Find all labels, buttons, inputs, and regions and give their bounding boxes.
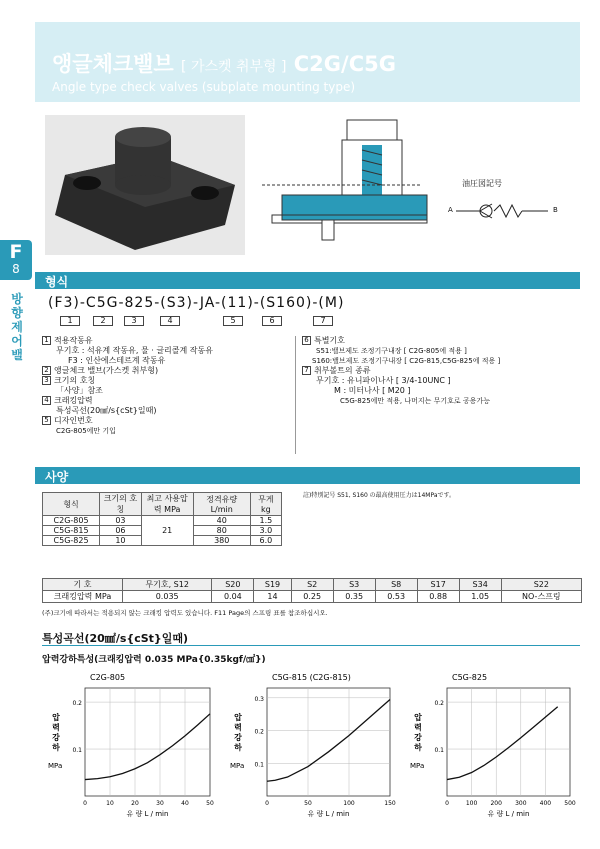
x-tick-label: 50 [304, 800, 312, 807]
spec-cell-size: 03 [100, 516, 142, 526]
section-bar-model [35, 272, 580, 289]
desc-title-6: 특별기호 [314, 336, 345, 345]
desc-line-1b: F3 : 인산에스테르계 작동유 [68, 356, 166, 365]
symbol-port-b: B [553, 206, 558, 214]
desc-line-5a: C2G-805에만 기입 [56, 427, 116, 435]
spec-note: 註)特別記号 S51, S160 の最高使用圧力は14MPaです。 [303, 492, 456, 499]
y-axis-label-char: 력 [234, 723, 242, 732]
spec-cell-model: C5G-825 [43, 536, 100, 546]
y-axis-unit: MPa [410, 762, 425, 770]
section-bar-spec [35, 467, 580, 484]
desc-title-7: 취부볼트의 종류 [314, 366, 371, 375]
description-right [302, 336, 582, 406]
desc-num-4: 4 [42, 396, 51, 405]
x-tick-label: 40 [181, 800, 189, 807]
chart-frame [447, 688, 570, 796]
curve-section-rule [42, 645, 580, 646]
y-tick-label: 0.1 [434, 747, 444, 755]
desc-line-7a: 무기호 : 유니파이나사 [ 3/4-10UNC ] [316, 376, 451, 385]
y-axis-label-char: 압 [52, 713, 60, 722]
cracking-value-cell: 0.04 [212, 591, 254, 603]
cross-section-svg [262, 115, 432, 255]
spec-header-model: 형식 [43, 493, 100, 516]
cracking-value-cell: 1.05 [459, 591, 501, 603]
desc-line-6b: S160:밸브제도 조정기구내장 [ C2G-815,C5G-825에 적용 ] [312, 357, 501, 365]
desc-num-2: 2 [42, 366, 51, 375]
model-code: (F3)-C5G-825-(S3)-JA-(11)-(S160)-(M) [48, 295, 345, 311]
table-row [43, 516, 282, 526]
cracking-header-row [43, 579, 582, 591]
cracking-header-cell: S20 [212, 579, 254, 591]
desc-title-2: 앵글체크 밸브(가스켓 취부형) [54, 366, 159, 375]
desc-line-7b: M : 미터나사 [ M20 ] [334, 386, 411, 395]
section-title-spec: 사양 [45, 470, 69, 484]
code-box-2: 2 [93, 316, 113, 326]
desc-num-1: 1 [42, 336, 51, 345]
title-sub: [ 가스켓 취부형 ] [181, 59, 287, 75]
valve-photo-drawing [45, 115, 245, 255]
cracking-value-cell: 0.35 [333, 591, 375, 603]
cracking-value-cell: 0.88 [417, 591, 459, 603]
tab-letter: F [9, 241, 23, 263]
cracking-header-cell: 무기호, S12 [123, 579, 212, 591]
y-axis-label-char: 강 [52, 733, 60, 742]
cracking-header-cell: S17 [417, 579, 459, 591]
x-tick-label: 500 [564, 800, 576, 807]
cracking-header-cell: S22 [501, 579, 581, 591]
series-line [267, 699, 390, 781]
chart-title: C5G-815 (C2G-815) [272, 673, 351, 682]
desc-line-7c: C5G-825에만 적용, 나머지는 무기호로 공용가능 [340, 397, 490, 405]
x-tick-label: 10 [106, 800, 114, 807]
cracking-value-cell: 크래킹압력 MPa [43, 591, 123, 603]
tab-number: 8 [12, 262, 20, 276]
cracking-value-cell: 0.53 [375, 591, 417, 603]
code-box-1: 1 [60, 316, 80, 326]
spec-header-pressure: 최고 사용압력 MPa [141, 493, 193, 516]
x-tick-label: 30 [156, 800, 164, 807]
description-left [42, 336, 292, 436]
desc-line-1a: 무기호 : 석유계 작동유, 물 · 글리콜계 작동유 [56, 346, 213, 355]
symbol-port-a: A [448, 206, 453, 214]
code-box-3: 3 [124, 316, 144, 326]
desc-title-4: 크래킹압력 [54, 396, 93, 405]
chapter-tab [0, 240, 32, 280]
section-title-model: 형식 [45, 275, 69, 289]
y-tick-label: 0.3 [254, 695, 264, 703]
y-axis-label-char: 하 [414, 743, 422, 752]
y-axis-label-char: 하 [234, 743, 242, 752]
y-axis-label-char: 강 [414, 733, 422, 742]
symbol-label: 油圧図記号 [462, 179, 502, 188]
x-tick-label: 20 [131, 800, 139, 807]
y-tick-label: 0.2 [434, 700, 444, 708]
pressure-drop-charts [40, 668, 580, 843]
check-valve-symbol [452, 196, 552, 226]
desc-title-3: 크기의 호칭 [54, 376, 96, 385]
spec-cell-pressure: 21 [141, 516, 193, 546]
chart-frame [267, 688, 390, 796]
series-line [447, 707, 558, 780]
cracking-header-cell: S8 [375, 579, 417, 591]
spec-cell-model: C2G-805 [43, 516, 100, 526]
chart-title: C2G-805 [90, 673, 126, 682]
x-axis-label: 유 량 L / min [487, 810, 530, 818]
desc-line-3a: 「사양」참조 [56, 386, 103, 395]
chart-frame [85, 688, 210, 796]
cracking-note: (주)크기에 따라서는 적용되지 않는 크래킹 압력도 있습니다. F11 Page의 스프링 표를 참조하십시오. [42, 609, 328, 617]
cross-section-drawing [262, 115, 432, 255]
x-tick-label: 100 [465, 800, 478, 807]
spec-table [42, 492, 282, 546]
y-axis-label-char: 력 [414, 723, 422, 732]
y-axis-unit: MPa [230, 762, 245, 770]
cracking-value-cell: 0.035 [123, 591, 212, 603]
desc-title-1: 적용작동유 [54, 336, 93, 345]
desc-title-5: 디자인번호 [54, 416, 93, 425]
spec-cell-flow: 80 [193, 526, 250, 536]
curve-section-title: 특성곡선(20㎟/s{cSt}일때) [42, 632, 189, 645]
spec-cell-weight: 6.0 [250, 536, 281, 546]
code-box-7: 7 [313, 316, 333, 326]
cracking-value-cell: 0.25 [291, 591, 333, 603]
cracking-header-cell: S2 [291, 579, 333, 591]
cracking-value-cell: 14 [254, 591, 291, 603]
x-tick-label: 0 [265, 800, 269, 807]
spec-cell-weight: 1.5 [250, 516, 281, 526]
desc-line-4a: 특성곡선(20㎟/s{cSt}일때) [56, 406, 157, 415]
x-tick-label: 0 [83, 800, 87, 807]
x-tick-label: 200 [490, 800, 502, 807]
series-line [85, 714, 210, 780]
cracking-value-cell: NO-스프링 [501, 591, 581, 603]
y-axis-label-char: 력 [52, 723, 60, 732]
y-tick-label: 0.1 [254, 761, 264, 769]
title-korean: 앵글체크밸브 [52, 52, 174, 76]
spec-cell-size: 10 [100, 536, 142, 546]
y-axis-label-char: 강 [234, 733, 242, 742]
chapter-label: 방향제어밸 [11, 292, 23, 362]
description-divider [295, 336, 296, 454]
spec-cell-model: C5G-815 [43, 526, 100, 536]
y-tick-label: 0.2 [72, 700, 82, 708]
x-tick-label: 100 [343, 800, 355, 807]
spec-header-row [43, 493, 282, 516]
check-valve-symbol-svg [452, 196, 552, 226]
spec-cell-flow: 40 [193, 516, 250, 526]
cracking-header-cell: S19 [254, 579, 291, 591]
spec-header-weight: 무게 kg [250, 493, 281, 516]
y-axis-unit: MPa [48, 762, 63, 770]
x-axis-label: 유 량 L / min [126, 810, 169, 818]
cracking-pressure-table [42, 578, 582, 603]
y-tick-label: 0.2 [254, 728, 264, 736]
chart-title: C5G-825 [452, 673, 488, 682]
page-title [52, 48, 396, 78]
desc-num-5: 5 [42, 416, 51, 425]
y-axis-label-char: 하 [52, 743, 60, 752]
cracking-header-cell: 기 호 [43, 579, 123, 591]
curve-caption: 압력강하특성(크래킹압력 0.035 MPa{0.35kgf/㎠}) [42, 655, 266, 665]
title-model: C2G/C5G [293, 52, 396, 76]
spec-header-flow: 정격유량 L/min [193, 493, 250, 516]
y-axis-label-char: 압 [414, 713, 422, 722]
desc-num-7: 7 [302, 366, 311, 375]
product-photo [45, 115, 245, 255]
x-axis-label: 유 량 L / min [307, 810, 350, 818]
desc-num-6: 6 [302, 336, 311, 345]
x-tick-label: 300 [515, 800, 527, 807]
x-tick-label: 150 [384, 800, 396, 807]
cracking-header-cell: S34 [459, 579, 501, 591]
desc-num-3: 3 [42, 376, 51, 385]
y-axis-label-char: 압 [234, 713, 242, 722]
code-box-6: 6 [262, 316, 282, 326]
y-tick-label: 0.1 [72, 747, 82, 755]
spec-cell-size: 06 [100, 526, 142, 536]
spec-cell-flow: 380 [193, 536, 250, 546]
code-box-5: 5 [223, 316, 243, 326]
x-tick-label: 0 [445, 800, 449, 807]
spec-cell-weight: 3.0 [250, 526, 281, 536]
desc-line-6a: S51:밸브제도 조정기구내장 [ C2G-805에 적용 ] [316, 347, 467, 355]
cracking-header-cell: S3 [333, 579, 375, 591]
page-subtitle: Angle type check valves (subplate mounting type) [52, 80, 356, 94]
code-box-4: 4 [160, 316, 180, 326]
x-tick-label: 400 [539, 800, 552, 807]
spec-header-size: 크기의 호칭 [100, 493, 142, 516]
cracking-value-row [43, 591, 582, 603]
x-tick-label: 50 [206, 800, 214, 807]
